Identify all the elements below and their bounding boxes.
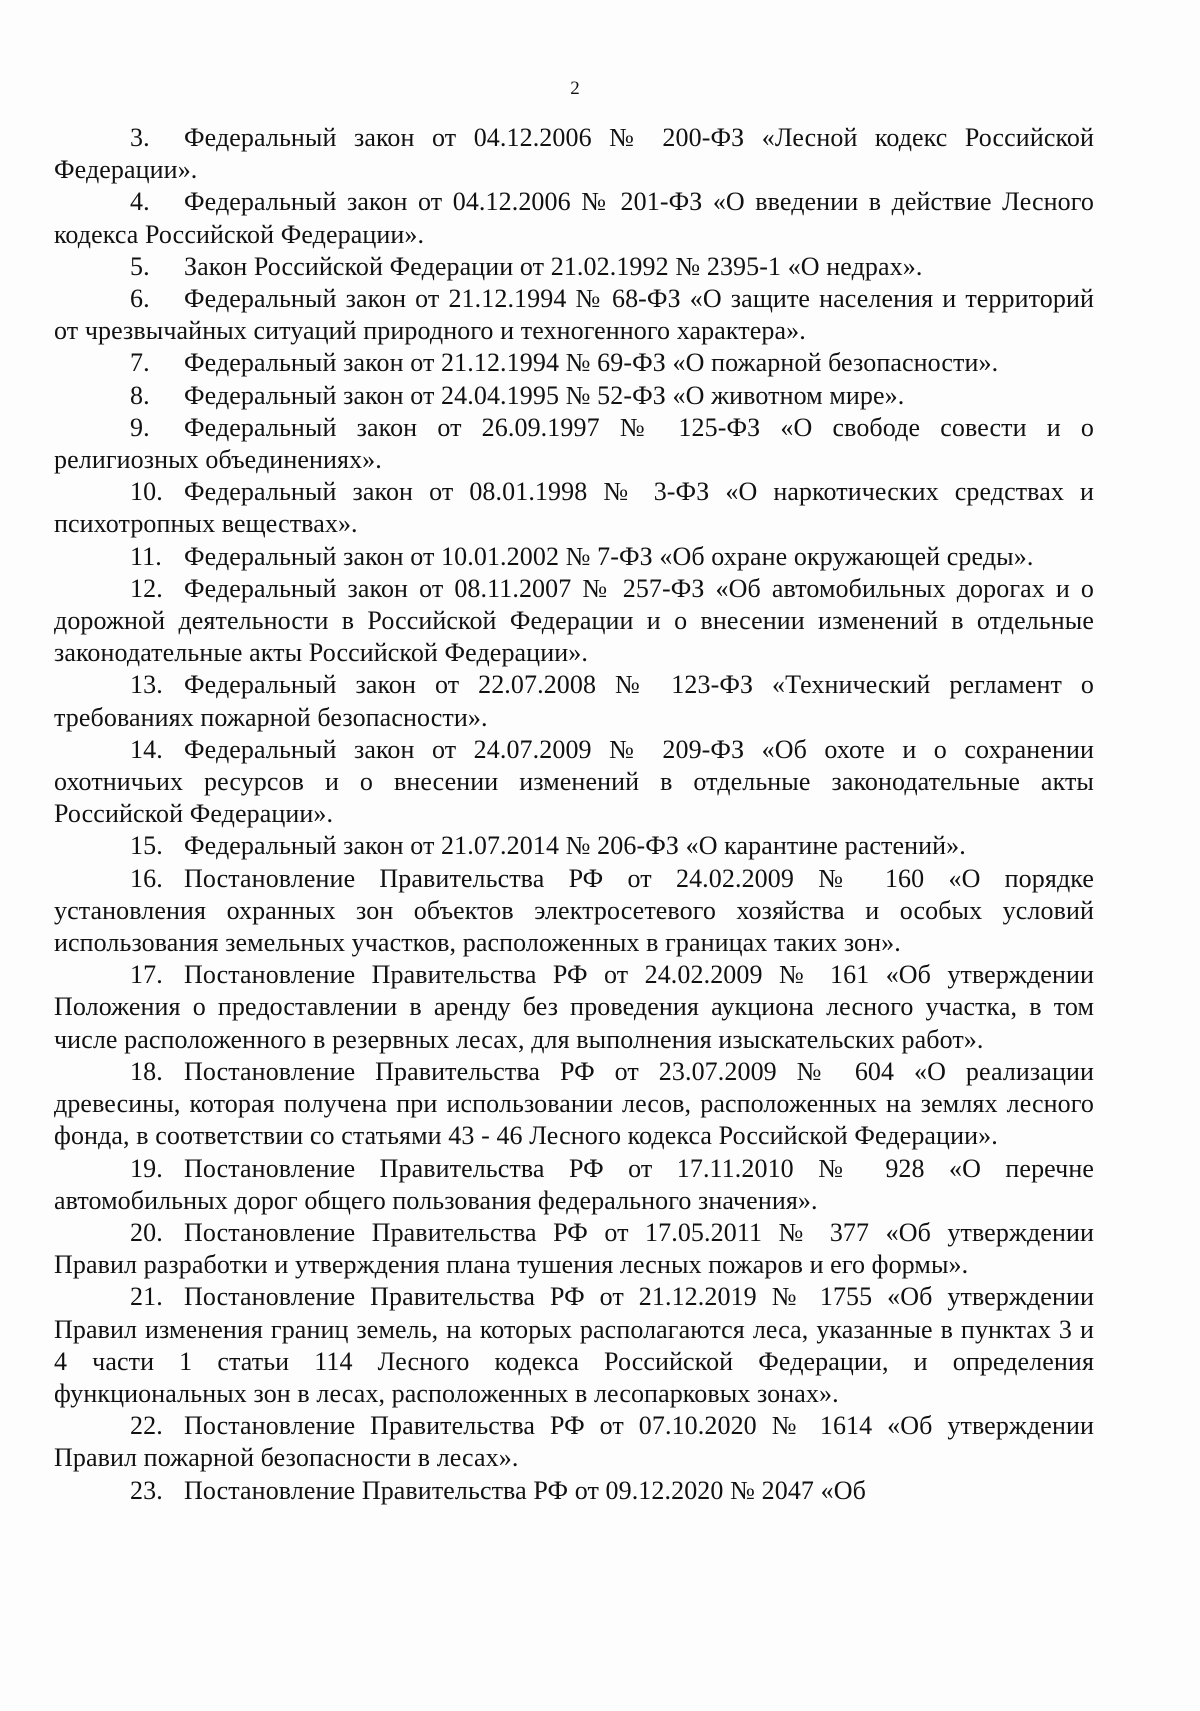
item-text: Постановление Правительства РФ от 23.07.2009 № 604 «О реализации древесины, которая получена при использовании лесов, расположенных на землях лесного фонда, в соответствии со статьями 43 - 46 Лесного кодекса Российской Федерации».: [54, 1056, 1094, 1151]
list-item: [54, 1281, 1094, 1410]
item-text: Постановление Правительства РФ от 07.10.2020 № 1614 «Об утверждении Правил пожарной безопасности в лесах».: [54, 1411, 1094, 1473]
list-item: [54, 186, 1094, 250]
list-item: [54, 734, 1094, 831]
item-number: 13.: [130, 670, 163, 700]
item-number: 12.: [130, 573, 163, 603]
list-item: [54, 830, 1094, 862]
item-number: 10.: [130, 477, 163, 507]
list-item: [54, 669, 1094, 733]
item-text: Постановление Правительства РФ от 21.12.2019 № 1755 «Об утверждении Правил изменения границ земель, на которых располагаются леса, указанные в пунктах 3 и 4 части 1 статьи 114 Лесного кодекса Российской Федерации, и определения функциональных зон в лесах, расположенных в лесопарковых зонах».: [54, 1282, 1094, 1408]
list-item: [54, 283, 1094, 347]
item-number: 9.: [130, 412, 150, 442]
item-text: Федеральный закон от 04.12.2006 № 201-ФЗ «О введении в действие Лесного кодекса Российской Федерации».: [54, 187, 1094, 249]
item-number: 6.: [130, 284, 150, 314]
item-number: 14.: [130, 734, 163, 764]
item-text: Постановление Правительства РФ от 17.11.2010 № 928 «О перечне автомобильных дорог общего пользования федерального значения».: [54, 1153, 1094, 1215]
page-number: 2: [570, 78, 580, 99]
item-text: Федеральный закон от 24.04.1995 № 52-ФЗ «О животном мире».: [184, 380, 905, 410]
list-item: [54, 347, 1094, 379]
item-number: 23.: [130, 1475, 163, 1505]
list-item: [54, 1475, 1094, 1507]
list-item: [54, 541, 1094, 573]
list-item: [54, 1153, 1094, 1217]
item-text: Федеральный закон от 22.07.2008 № 123-ФЗ «Технический регламент о требованиях пожарной безопасности».: [54, 670, 1094, 732]
item-number: 17.: [130, 960, 163, 990]
item-text: Федеральный закон от 24.07.2009 № 209-ФЗ «Об охоте и о сохранении охотничьих ресурсов и о внесении изменений в отдельные законодательные акты Российской Федерации».: [54, 734, 1094, 829]
item-number: 3.: [130, 123, 150, 152]
item-number: 20.: [130, 1217, 163, 1247]
item-text: Федеральный закон от 21.12.1994 № 69-ФЗ «О пожарной безопасности».: [184, 348, 999, 378]
list-item: [54, 251, 1094, 283]
item-number: 15.: [130, 831, 163, 861]
item-number: 7.: [130, 348, 150, 378]
list-item: [54, 863, 1094, 960]
item-number: 19.: [130, 1153, 163, 1183]
item-text: Федеральный закон от 26.09.1997 № 125-ФЗ «О свободе совести и о религиозных объединениях».: [54, 412, 1094, 475]
item-text: Федеральный закон от 21.07.2014 № 206-ФЗ «О карантине растений».: [184, 831, 966, 861]
item-number: 8.: [130, 380, 150, 410]
item-text: Федеральный закон от 21.12.1994 № 68-ФЗ «О защите населения и территорий от чрезвычайных ситуаций природного и техногенного характера».: [54, 284, 1094, 346]
item-text: Федеральный закон от 10.01.2002 № 7-ФЗ «Об охране окружающей среды».: [184, 541, 1034, 571]
list-item: [54, 122, 1094, 186]
item-text: Федеральный закон от 08.11.2007 № 257-ФЗ «Об автомобильных дорогах и о дорожной деятельности в Российской Федерации и о внесении изменений в отдельные законодательные акты Российской Федерации».: [54, 573, 1094, 668]
item-text: Постановление Правительства РФ от 09.12.2020 № 2047 «Об: [184, 1475, 866, 1505]
item-text: Постановление Правительства РФ от 24.02.2009 № 160 «О порядке установления охранных зон объектов электросетевого хозяйства и особых условий использования земельных участков, расположенных в границах таких зон».: [54, 863, 1094, 958]
item-number: 5.: [130, 251, 150, 281]
item-number: 21.: [130, 1282, 163, 1312]
list-item: [54, 1507, 1094, 1539]
item-text: Постановление Правительства РФ от 17.05.2011 № 377 «Об утверждении Правил разработки и утверждения плана тушения лесных пожаров и его формы».: [54, 1217, 1094, 1280]
item-number: 16.: [130, 863, 163, 893]
item-number: 18.: [130, 1056, 163, 1086]
list-item: [54, 1056, 1094, 1153]
list-item: [54, 1410, 1094, 1474]
list-item: [54, 380, 1094, 412]
list-item: [54, 959, 1094, 1056]
item-text: Федеральный закон от 08.01.1998 № 3-ФЗ «О наркотических средствах и психотропных веществах».: [54, 477, 1094, 539]
legal-acts-list: [54, 122, 1094, 1571]
item-number: 22.: [130, 1411, 163, 1441]
list-item: [54, 476, 1094, 540]
item-text: Закон Российской Федерации от 21.02.1992 № 2395-1 «О недрах».: [184, 251, 923, 281]
list-item: [54, 573, 1094, 670]
list-item: [54, 1217, 1094, 1281]
list-item: [54, 412, 1094, 476]
item-number: 11.: [130, 541, 162, 571]
list-item: [54, 1539, 1094, 1571]
item-number: 4.: [130, 187, 150, 217]
item-text: Федеральный закон от 04.12.2006 № 200-ФЗ «Лесной кодекс Российской Федерации».: [54, 123, 1094, 185]
item-text: Постановление Правительства РФ от 24.02.2009 № 161 «Об утверждении Положения о предоставлении в аренду без проведения аукциона лесного участка, в том числе расположенного в резервных лесах, для выполнения изыскательских работ».: [54, 960, 1094, 1054]
